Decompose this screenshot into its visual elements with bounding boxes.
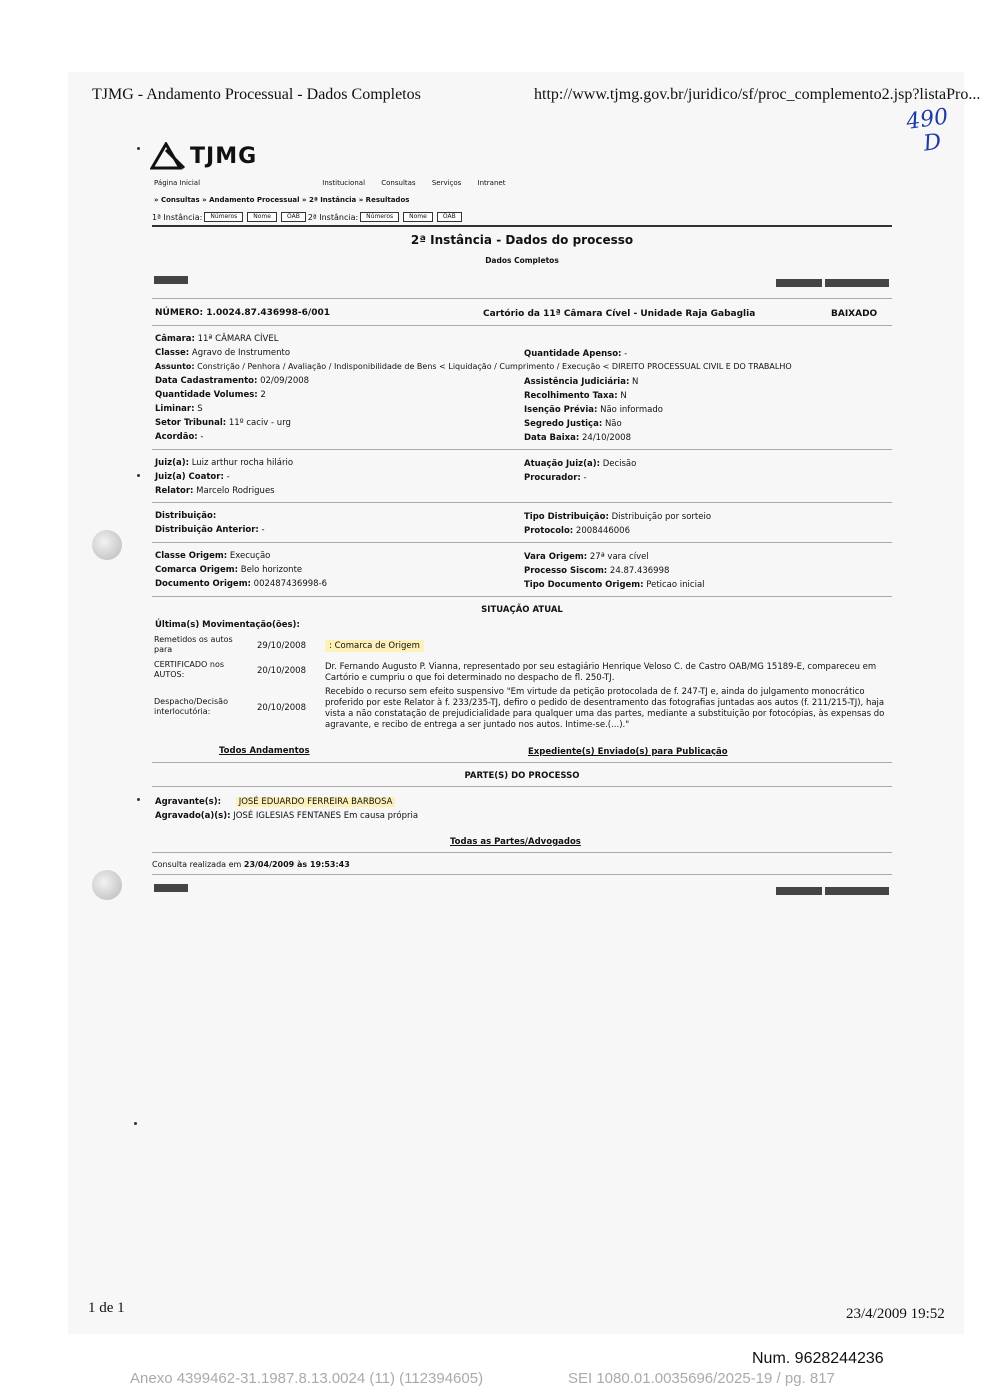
header-rule: [152, 225, 892, 227]
handwritten-line-1: 490: [904, 104, 950, 135]
field-value: Belo horizonte: [240, 565, 303, 575]
print-all-button[interactable]: [825, 279, 889, 287]
field-label: Documento Origem:: [155, 579, 251, 589]
movement-text-highlight: : Comarca de Origem: [325, 640, 424, 652]
movement-date: 20/10/2008: [257, 703, 306, 713]
field-agravado: [155, 811, 418, 821]
field-comarca-origem: [155, 565, 302, 575]
field-value: Marcelo Rodrigues: [196, 486, 275, 496]
partes-header: PARTE(S) DO PROCESSO: [464, 771, 580, 781]
field-label: Classe:: [155, 348, 190, 358]
field-juiz: [155, 458, 293, 468]
top-nav: [154, 179, 519, 187]
divider: [152, 852, 892, 853]
speck: [137, 798, 140, 801]
field-label: Quantidade Apenso:: [524, 349, 622, 359]
field-label: Comarca Origem:: [155, 565, 239, 575]
nav-item-servicos[interactable]: Serviços: [431, 179, 462, 187]
divider: [152, 596, 892, 597]
field-label: Juiz(a):: [155, 458, 189, 468]
first-numeros-button[interactable]: Números: [204, 212, 243, 222]
field-value: JOSÉ EDUARDO FERREIRA BARBOSA: [236, 797, 396, 807]
speck: [137, 147, 140, 150]
divider: [152, 298, 892, 299]
field-value: S: [197, 404, 203, 414]
field-value: N: [620, 391, 627, 401]
movement-label: CERTIFICADO nos AUTOS:: [154, 660, 225, 679]
first-nome-button[interactable]: Nome: [247, 212, 277, 222]
field-label: Distribuição:: [155, 511, 217, 521]
field-label: Relator:: [155, 486, 194, 496]
field-label: Procurador:: [524, 473, 581, 483]
field-distribuicao-anterior: [155, 525, 265, 535]
field-label: Recolhimento Taxa:: [524, 391, 618, 401]
field-value: Decisão: [602, 459, 637, 469]
field-data-cadastramento: [155, 376, 309, 386]
field-setor-tribunal: [155, 418, 291, 428]
print-footer-page: 1 de 1: [88, 1300, 125, 1316]
field-atuacao-juiz: [524, 459, 636, 469]
field-value: -: [226, 472, 230, 482]
field-label: Liminar:: [155, 404, 195, 414]
page-subtitle: Dados Completos: [485, 256, 559, 265]
nav-item-intranet[interactable]: Intranet: [477, 179, 506, 187]
speck: [137, 474, 140, 477]
nav-item-institucional[interactable]: Institucional: [322, 179, 366, 187]
field-value: Execução: [229, 551, 271, 561]
field-label: Câmara:: [155, 334, 195, 344]
process-number: [155, 308, 330, 318]
field-procurador: [524, 473, 587, 483]
field-agravante: [155, 797, 395, 807]
field-value: Agravo de Instrumento: [191, 348, 291, 358]
field-value: JOSÉ IGLESIAS FENTANES Em causa própria: [233, 811, 419, 821]
movement-text: Dr. Fernando Augusto P. Vianna, representado por seu estagiário Henrique Veloso C. de Castro OAB/MG 15189-E, compareceu em Cartório e cumpriu o que foi determinado no despacho de fl. 250-TJ.: [325, 662, 877, 683]
field-value: -: [200, 432, 204, 442]
field-value: 24.87.436998: [609, 566, 670, 576]
field-value: N: [632, 377, 639, 387]
field-isencao-previa: [524, 405, 663, 415]
field-value: 002487436998-6: [253, 579, 328, 589]
divider: [152, 762, 892, 763]
second-oab-button[interactable]: OAB: [437, 212, 462, 222]
field-data-baixa: [524, 433, 631, 443]
field-value: Distribuição por sorteio: [611, 512, 712, 522]
field-value: Luiz arthur rocha hilário: [191, 458, 294, 468]
anexo-watermark: Anexo 4399462-31.1987.8.13.0024 (11) (112394605): [130, 1370, 484, 1387]
first-oab-button[interactable]: OAB: [281, 212, 306, 222]
process-number-label: NÚMERO:: [155, 308, 204, 318]
process-number-value: 1.0024.87.436998-6/001: [206, 308, 331, 318]
field-label: Segredo Justiça:: [524, 419, 603, 429]
field-protocolo: [524, 526, 630, 536]
movement-text: [325, 641, 885, 652]
field-value: Peticao inicial: [646, 580, 705, 590]
field-value: 2008446006: [575, 526, 630, 536]
field-quantidade-apenso: [524, 349, 627, 359]
field-documento-origem: [155, 579, 327, 589]
field-value: 24/10/2008: [582, 433, 631, 443]
field-label: Acordão:: [155, 432, 198, 442]
field-label: Classe Origem:: [155, 551, 228, 561]
print-footer-datetime: 23/4/2009 19:52: [846, 1306, 945, 1322]
field-label: Processo Siscom:: [524, 566, 608, 576]
field-value: -: [261, 525, 265, 535]
divider: [152, 325, 892, 326]
field-label: Tipo Documento Origem:: [524, 580, 644, 590]
field-value: 11ª CÂMARA CÍVEL: [197, 334, 279, 344]
second-numeros-button[interactable]: Números: [360, 212, 399, 222]
field-value: Não: [604, 419, 622, 429]
field-relator: [155, 486, 275, 496]
field-value: 11º caciv - urg: [228, 418, 291, 428]
field-value: 27ª vara cível: [589, 552, 649, 562]
speck: [134, 1122, 137, 1125]
print-header-title: TJMG - Andamento Processual - Dados Completos: [92, 86, 421, 103]
document-number: Num. 9628244236: [752, 1350, 884, 1367]
field-label: Protocolo:: [524, 526, 574, 536]
field-label: Distribuição Anterior:: [155, 525, 259, 535]
movements-label: Última(s) Movimentação(ões):: [155, 620, 300, 630]
field-juiz-coator: [155, 472, 230, 482]
print-all-button-bottom[interactable]: [825, 887, 889, 895]
status-badge: BAIXADO: [831, 309, 878, 319]
field-value: 2: [260, 390, 266, 400]
divider: [152, 502, 892, 503]
consulta-info: [152, 860, 350, 869]
field-label: Atuação Juiz(a):: [524, 459, 600, 469]
back-button-bottom[interactable]: [154, 884, 188, 892]
back-button[interactable]: [154, 276, 188, 284]
movement-date: 29/10/2008: [257, 641, 306, 651]
field-label: Data Baixa:: [524, 433, 580, 443]
second-instance-label: 2ª Instância:: [307, 212, 359, 222]
sei-watermark: SEI 1080.01.0035696/2025-19 / pg. 817: [568, 1370, 835, 1387]
second-nome-button[interactable]: Nome: [403, 212, 433, 222]
field-label: Agravante(s):: [155, 797, 221, 807]
movement-date: 20/10/2008: [257, 666, 306, 676]
field-label: Tipo Distribuição:: [524, 512, 609, 522]
field-tipo-distribuicao: [524, 512, 711, 522]
field-tipo-documento-origem: [524, 580, 705, 590]
field-label: Assunto:: [155, 362, 195, 371]
field-label: Juiz(a) Coator:: [155, 472, 224, 482]
first-instance-label: 1ª Instância:: [152, 212, 203, 222]
field-value: -: [624, 349, 628, 359]
field-label: Vara Origem:: [524, 552, 588, 562]
handwritten-annotation: [905, 105, 953, 158]
expediente-link[interactable]: Expediente(s) Enviado(s) para Publicação: [528, 747, 728, 757]
field-label: Assistência Judiciária:: [524, 377, 630, 387]
field-distribuicao: [155, 511, 216, 521]
field-label: Quantidade Volumes:: [155, 390, 258, 400]
page-title: 2ª Instância - Dados do processo: [410, 233, 634, 247]
print-button-bottom[interactable]: [776, 887, 822, 895]
todas-partes-link[interactable]: Todas as Partes/Advogados: [450, 837, 581, 847]
field-quantidade-volumes: [155, 390, 266, 400]
field-assunto: [155, 362, 792, 371]
field-classe: [155, 348, 290, 358]
nav-home-link[interactable]: Página Inicial: [154, 179, 201, 187]
field-value: 02/09/2008: [260, 376, 310, 386]
tjmg-logo[interactable]: [150, 142, 257, 170]
divider: [152, 449, 892, 450]
logo-text: TJMG: [190, 143, 258, 169]
field-camara: [155, 334, 278, 344]
field-classe-origem: [155, 551, 270, 561]
consulta-value: 23/04/2009 às 19:53:43: [243, 860, 350, 869]
situacao-header: SITUAÇÃO ATUAL: [481, 605, 563, 615]
field-label: Isenção Prévia:: [524, 405, 598, 415]
handwritten-line-2: D: [921, 129, 943, 157]
field-segredo-justica: [524, 419, 622, 429]
movement-label: Remetidos os autos para: [154, 635, 233, 654]
movement-text: Recebido o recurso sem efeito suspensivo "Em virtude da petição protocolada de f. 247-TJ e, ainda do julgamento monocrático proferido por este Relator à f. 233/235-TJ, defiro o pedido de desentramento das fotografias juntadas aos autos (f. 211/215-TJ), haja vista a não constatação de prejudicialidade para qualquer uma das partes, mediante a substituição por fotocópias, às expensas do agravante, e recibo de entrega a ser juntado nos autos. Intime-se.(...).": [325, 687, 885, 730]
field-value: Constrição / Penhora / Avaliação / Indisponibilidade de Bens < Liquidação / Cumprimento / Execução < DIREITO PROCESSUAL CIVIL E DO TRABALHO: [197, 362, 792, 371]
punch-hole-top: [92, 530, 122, 560]
search-row: [152, 212, 464, 222]
movement-label: Despacho/Decisão interlocutória:: [154, 697, 228, 716]
cartorio: Cartório da 11ª Câmara Cível - Unidade Raja Gabaglia: [483, 309, 756, 319]
field-liminar: [155, 404, 203, 414]
field-recolhimento-taxa: [524, 391, 627, 401]
field-value: Não informado: [600, 405, 663, 415]
print-header-url: http://www.tjmg.gov.br/juridico/sf/proc_complemento2.jsp?listaPro...: [534, 86, 981, 103]
nav-item-consultas[interactable]: Consultas: [381, 179, 416, 187]
consulta-label: Consulta realizada em: [152, 860, 242, 869]
field-label: Agravado(a)(s):: [155, 811, 231, 821]
field-label: Setor Tribunal:: [155, 418, 227, 428]
field-vara-origem: [524, 552, 649, 562]
divider: [152, 542, 892, 543]
triangle-logo-icon: [150, 142, 186, 170]
field-processo-siscom: [524, 566, 669, 576]
todos-andamentos-link[interactable]: Todos Andamentos: [219, 746, 310, 756]
print-button[interactable]: [776, 279, 822, 287]
field-label: Data Cadastramento:: [155, 376, 258, 386]
punch-hole-bottom: [92, 870, 122, 900]
field-value: -: [583, 473, 587, 483]
field-assistencia-judiciaria: [524, 377, 638, 387]
divider: [152, 786, 892, 787]
field-acordao: [155, 432, 204, 442]
breadcrumb: » Consultas » Andamento Processual » 2ª Instância » Resultados: [154, 196, 410, 204]
divider: [152, 874, 892, 875]
